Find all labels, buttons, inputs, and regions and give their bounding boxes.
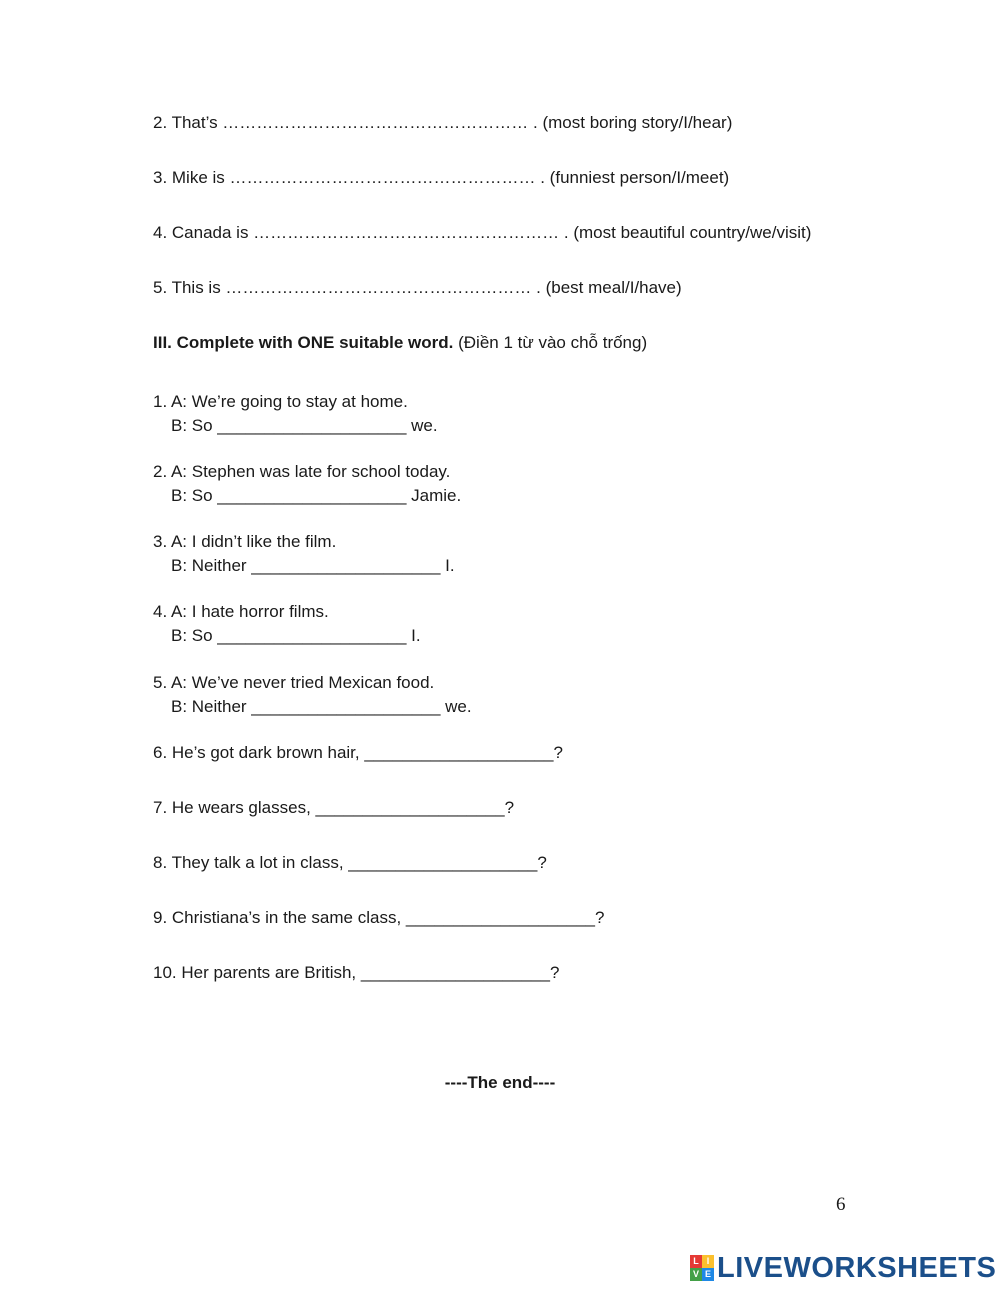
section-note: (Điền 1 từ vào chỗ trống) <box>453 333 648 352</box>
dialogue-4-a: 4. A: I hate horror films. <box>153 602 329 621</box>
tag-question-6: 6. He’s got dark brown hair, ____________________? <box>153 743 563 762</box>
badge-letter: V <box>690 1268 702 1281</box>
exercise-item-2: 2. That’s ……………………………………………… . (most boring story/I/hear) <box>153 113 733 132</box>
tag-question-7: 7. He wears glasses, ____________________? <box>153 798 515 817</box>
dialogue-3-b: B: Neither ____________________ I. <box>171 556 455 575</box>
section-title: III. Complete with ONE suitable word. <box>153 333 454 352</box>
badge-letter: I <box>702 1255 714 1268</box>
dialogue-2-b: B: So ____________________ Jamie. <box>171 486 462 505</box>
dialogue-1-b: B: So ____________________ we. <box>171 416 438 435</box>
logo-badge-icon <box>690 1255 714 1281</box>
dialogue-1-a: 1. A: We’re going to stay at home. <box>153 392 408 411</box>
dialogue-4-b: B: So ____________________ I. <box>171 626 421 645</box>
tag-question-10: 10. Her parents are British, ____________________? <box>153 963 560 982</box>
exercise-item-3: 3. Mike is ……………………………………………… . (funniest person/I/meet) <box>153 168 730 187</box>
liveworksheets-logo[interactable] <box>690 1252 996 1284</box>
dialogue-5-b: B: Neither ____________________ we. <box>171 697 472 716</box>
badge-letter: E <box>702 1268 714 1281</box>
tag-question-8: 8. They talk a lot in class, ____________________? <box>153 853 547 872</box>
tag-question-9: 9. Christiana’s in the same class, ____________________? <box>153 908 605 927</box>
dialogue-5-a: 5. A: We’ve never tried Mexican food. <box>153 673 435 692</box>
section-heading <box>153 332 647 354</box>
exercise-item-4: 4. Canada is ……………………………………………… . (most beautiful country/we/visit) <box>153 223 812 242</box>
logo-text: LIVEWORKSHEETS <box>717 1251 997 1284</box>
dialogue-3-a: 3. A: I didn’t like the film. <box>153 532 337 551</box>
page-number: 6 <box>836 1194 846 1215</box>
badge-letter: L <box>690 1255 702 1268</box>
dialogue-2-a: 2. A: Stephen was late for school today. <box>153 462 451 481</box>
end-text: ----The end---- <box>444 1073 556 1092</box>
exercise-item-5: 5. This is ……………………………………………… . (best meal/I/have) <box>153 278 682 297</box>
